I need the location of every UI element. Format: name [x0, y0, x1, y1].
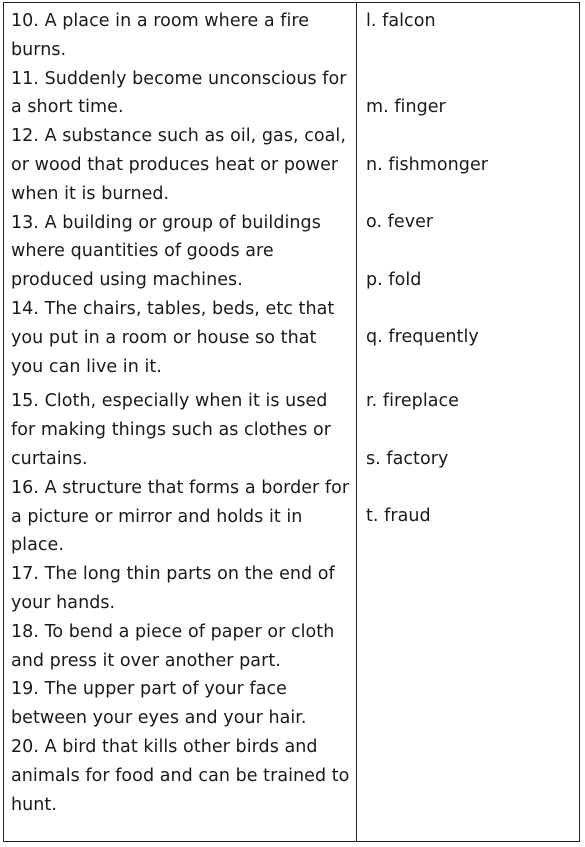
clue-11: 11. Suddenly become unconscious for a short time. — [11, 68, 347, 118]
answer-q: q. frequently — [366, 327, 479, 347]
answer-t: t. fraud — [366, 506, 431, 526]
answer-n: n. fishmonger — [366, 155, 489, 175]
matching-table — [3, 2, 580, 842]
clue-13: 13. A building or group of buildings where quantities of goods are produced using machines. — [11, 212, 321, 291]
answer-r: r. fireplace — [366, 391, 459, 411]
clue-12: 12. A substance such as oil, gas, coal, or wood that produces heat or power when it is burned. — [11, 126, 346, 204]
clue-20: 20. A bird that kills other birds and animals for food and can be trained to hunt. — [11, 736, 350, 815]
column-divider — [356, 3, 357, 841]
clues-column — [11, 7, 351, 819]
answer-s: s. factory — [366, 449, 449, 469]
clue-15: 15. Cloth, especially when it is used for making things such as clothes or curtains. — [11, 391, 332, 469]
answer-o: o. fever — [366, 212, 434, 232]
answer-l: l. falcon — [366, 11, 436, 31]
clue-10: 10. A place in a room where a fire burns. — [11, 11, 310, 60]
answer-m: m. finger — [366, 97, 446, 117]
clue-14: 14. The chairs, tables, beds, etc that you put in a room or house so that you can live in it. — [11, 298, 335, 377]
clue-19: 19. The upper part of your face between your eyes and your hair. — [11, 679, 307, 729]
clue-17: 17. The long thin parts on the end of your hands. — [11, 564, 335, 613]
clue-16: 16. A structure that forms a border for a picture or mirror and holds it in place. — [11, 477, 350, 556]
answer-p: p. fold — [366, 270, 422, 290]
clue-18: 18. To bend a piece of paper or cloth and press it over another part. — [11, 621, 335, 671]
